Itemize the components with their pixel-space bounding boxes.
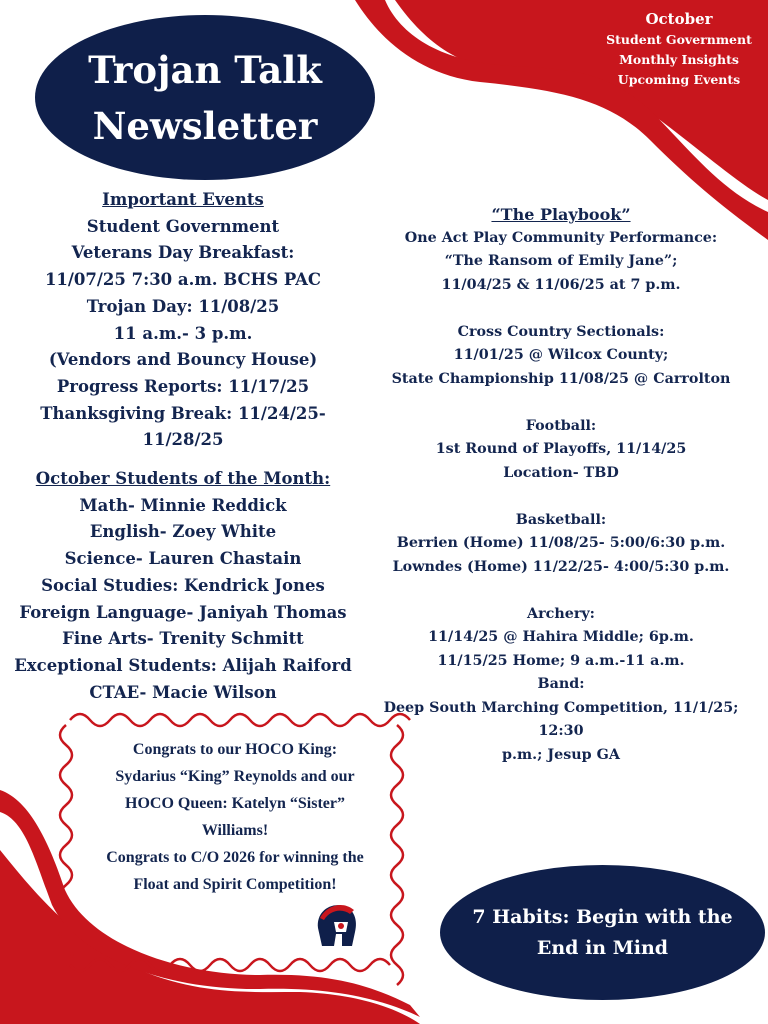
playbook-line: Location- TBD [503, 464, 619, 481]
playbook-heading: “The Playbook” [491, 205, 631, 224]
student-line: Math- Minnie Reddick [79, 495, 287, 515]
left-column [0, 187, 366, 706]
playbook-line: Basketball: [515, 511, 607, 528]
congrats-line: Float and Spirit Competition! [133, 876, 337, 893]
students-of-month-heading: October Students of the Month: [35, 469, 331, 489]
congrats-box [82, 736, 388, 898]
event-line: Veterans Day Breakfast: [71, 243, 295, 263]
playbook-line: Archery: [527, 605, 595, 622]
congrats-line: Congrats to our HOCO King: [132, 741, 338, 758]
title-line-1: Trojan Talk [88, 47, 322, 92]
important-events-heading: Important Events [102, 190, 264, 209]
playbook-line: One Act Play Community Performance: [404, 229, 718, 246]
event-line: 11/07/25 7:30 a.m. BCHS PAC [44, 270, 322, 290]
congrats-line: HOCO Queen: Katelyn “Sister” [125, 795, 345, 812]
event-line: Progress Reports: 11/17/25 [56, 376, 310, 396]
playbook-line: 11/04/25 & 11/06/25 at 7 p.m. [441, 276, 681, 293]
spacer [378, 297, 744, 321]
student-line: Exceptional Students: Alijah Raiford [14, 655, 352, 675]
habits-line-1: 7 Habits: Begin with the [472, 905, 733, 928]
event-line: Trojan Day: 11/08/25 [86, 296, 280, 316]
student-line: Social Studies: Kendrick Jones [41, 575, 325, 595]
corner-line: Monthly Insights [619, 52, 739, 67]
congrats-line: Sydarius “King” Reynolds and our [115, 768, 355, 785]
playbook-line: Cross Country Sectionals: [457, 323, 665, 340]
event-line: (Vendors and Bouncy House) [48, 350, 318, 370]
playbook-line: Berrien (Home) 11/08/25- 5:00/6:30 p.m. [396, 535, 726, 551]
trojan-helmet-icon [308, 898, 363, 953]
playbook-line: Lowndes (Home) 11/22/25- 4:00/5:30 p.m. [392, 558, 730, 575]
event-line: Student Government [86, 216, 280, 236]
playbook-line: 11/01/25 @ Wilcox County; [453, 347, 669, 363]
seven-habits-badge [440, 865, 765, 1000]
playbook-line: 11/15/25 Home; 9 a.m.-11 a.m. [437, 652, 685, 669]
spacer [378, 579, 744, 603]
congrats-line: Congrats to C/O 2026 for winning the [106, 849, 364, 866]
event-line: Thanksgiving Break: 11/24/25-11/28/25 [40, 403, 326, 450]
student-line: Fine Arts- Trenity Schmitt [62, 629, 304, 649]
corner-line: Student Government [606, 32, 752, 47]
playbook-line: “The Ransom of Emily Jane”; [444, 253, 678, 269]
corner-info [604, 8, 754, 90]
student-line: CTAE- Macie Wilson [89, 682, 277, 702]
playbook-line: p.m.; Jesup GA [502, 746, 620, 763]
playbook-line: Deep South Marching Competition, 11/1/25; 12:30 [383, 699, 739, 739]
title-line-2: Newsletter [92, 103, 318, 148]
playbook-line: Football: [525, 417, 597, 434]
corner-month: October [645, 10, 713, 28]
habits-line-2: End in Mind [536, 936, 669, 959]
student-line: English- Zoey White [89, 522, 277, 542]
spacer [378, 391, 744, 415]
playbook-line: Band: [537, 676, 585, 692]
spacer [378, 485, 744, 509]
playbook-line: 1st Round of Playoffs, 11/14/25 [435, 441, 687, 457]
playbook-line: State Championship 11/08/25 @ Carrolton [391, 370, 731, 387]
congrats-line: Williams! [201, 822, 269, 839]
student-line: Science- Lauren Chastain [64, 549, 302, 569]
playbook-column [378, 203, 744, 767]
playbook-line: 11/14/25 @ Hahira Middle; 6p.m. [428, 629, 694, 645]
student-line: Foreign Language- Janiyah Thomas [19, 602, 347, 622]
newsletter-title-badge [35, 15, 375, 180]
corner-line: Upcoming Events [617, 72, 741, 87]
event-line: 11 a.m.- 3 p.m. [113, 323, 253, 343]
